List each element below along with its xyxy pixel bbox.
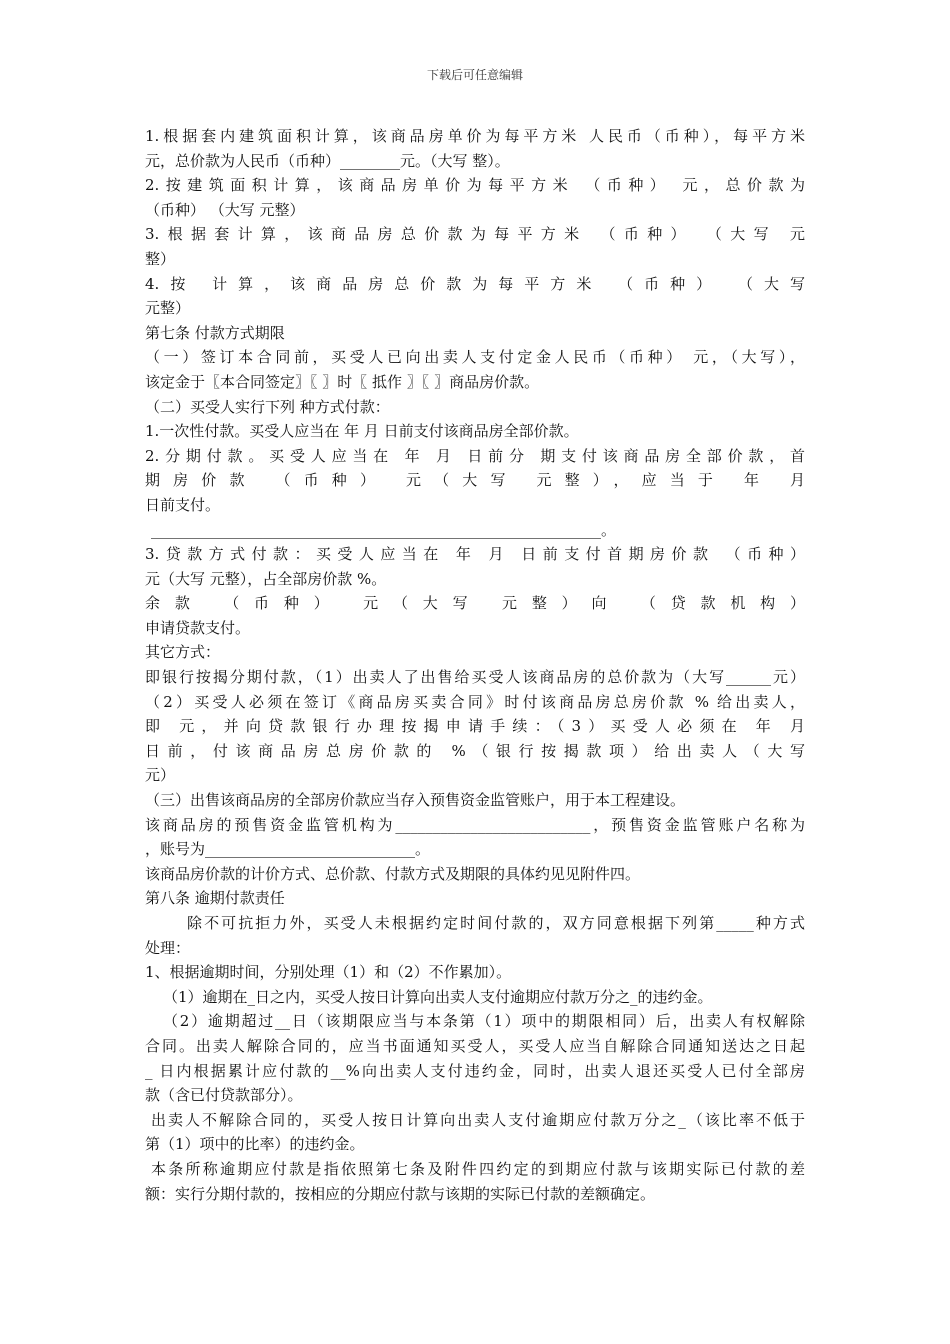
text-line: 元，总价款为人民币（币种）________元。（大写 整）。 — [145, 151, 510, 170]
text-line: 日前支付。 — [145, 495, 221, 514]
text-line: 整） — [145, 249, 176, 268]
text-line: _ 日内根据累计应付款的__%向出卖人支付违约金，同时，出卖人退还买受人已付全部房 — [145, 1061, 805, 1080]
text-line: 申请贷款支付。 — [145, 618, 251, 637]
text-line: （三）出售该商品房的全部房价款应当存入预售资金监管账户，用于本工程建设。 — [145, 791, 686, 810]
text-line: 元整） — [145, 299, 191, 318]
page-header: 下载后可任意编辑 — [426, 68, 523, 82]
text-line: 元（大写 元整），占全部房价款 %。 — [145, 569, 387, 588]
text-line: ____________________________________________________________。 — [151, 520, 617, 539]
text-line: 4.按 计算，该商品房总价款为每平方米 （币种） （大写 — [145, 274, 805, 293]
text-line: 2.分期付款。买受人应当在 年 月 日前分 期支付该商品房全部价款，首 — [145, 446, 805, 465]
text-line: ，账号为____________________________。 — [145, 840, 431, 859]
text-line: 款（含已付贷款部分）。 — [145, 1086, 303, 1105]
text-line: 3.根据套计算，该商品房总价款为每平方米 （币种） （大写 元 — [145, 225, 805, 244]
text-line: 合同。出卖人解除合同的，应当书面通知买受人，买受人应当自解除合同通知送达之日起 — [145, 1036, 805, 1055]
text-line: 元） — [145, 766, 176, 785]
text-line: 额：实行分期付款的，按相应的分期应付款与该期的实际已付款的差额确定。 — [145, 1184, 656, 1203]
text-line: 除不可抗拒力外，买受人未根据约定时间付款的，双方同意根据下列第_____种方式 — [187, 914, 805, 932]
text-line: 即银行按揭分期付款，（1）出卖人了出售给买受人该商品房的总价款为（大写______元） — [145, 668, 805, 687]
text-line: （一）签订本合同前，买受人已向出卖人支付定金人民币（币种） 元，（大写）， — [145, 348, 805, 367]
text-line: 该商品房价款的计价方式、总价款、付款方式及期限的具体约见见附件四。 — [145, 864, 641, 883]
text-line: 日前，付该商品房总房价款的 %（银行按揭款项）给出卖人（大写 — [145, 741, 805, 760]
text-line: （2）逾期超过__日（该期限应当与本条第（1）项中的期限相同）后，出卖人有权解除 — [163, 1012, 805, 1031]
text-line: （2）买受人必须在签订《商品房买卖合同》时付该商品房总房价款 % 给出卖人， — [145, 692, 805, 711]
text-line: 该定金于〖本合同签定〗〖 〗时〖 抵作 〗〖 〗商品房价款。 — [145, 372, 540, 391]
text-line: 1、根据逾期时间，分别处理（1）和（2）不作累加）。 — [145, 963, 512, 982]
text-line: 1.根据套内建筑面积计算，该商品房单价为每平方米 人民币（币种），每平方米 — [145, 127, 805, 145]
section-heading: 第七条 付款方式期限 — [145, 323, 285, 342]
text-line: 1.一次性付款。买受人应当在 年 月 日前支付该商品房全部价款。 — [145, 422, 579, 441]
contract-body — [145, 124, 805, 1206]
section-heading: 第八条 逾期付款责任 — [145, 889, 285, 908]
text-line: 其它方式： — [145, 643, 221, 662]
text-line: 期房价款 （币种） 元（大写 元整），应当于 年 月 — [145, 471, 805, 490]
text-line: 第（1）项中的比率）的违约金。 — [145, 1135, 365, 1154]
text-line: 处理： — [145, 938, 191, 957]
text-line: 本条所称逾期应付款是指依照第七条及附件四约定的到期应付款与该期实际已付款的差 — [151, 1159, 805, 1178]
text-line: 3.贷款方式付款：买受人应当在 年 月 日前支付首期房价款 （币种） — [145, 545, 805, 564]
text-line: 余款 （币种） 元（大写 元整）向 （贷款机构） — [145, 594, 805, 613]
text-line: 出卖人不解除合同的，买受人按日计算向出卖人支付逾期应付款万分之_（该比率不低于 — [151, 1110, 805, 1129]
text-line: （1）逾期在_日之内，买受人按日计算向出卖人支付逾期应付款万分之_的违约金。 — [163, 987, 713, 1006]
text-line: 2.按建筑面积计算，该商品房单价为每平方米 （币种） 元，总价款为 — [145, 176, 805, 195]
text-line: 该商品房的预售资金监管机构为__________________________，预售资金监管账户名称为 — [145, 815, 805, 834]
text-line: 即 元，并向贷款银行办理按揭申请手续：（3）买受人必须在 年 月 — [145, 717, 805, 736]
text-line: （二）买受人实行下列 种方式付款： — [145, 397, 390, 416]
text-line: （币种） （大写 元整） — [145, 200, 305, 219]
